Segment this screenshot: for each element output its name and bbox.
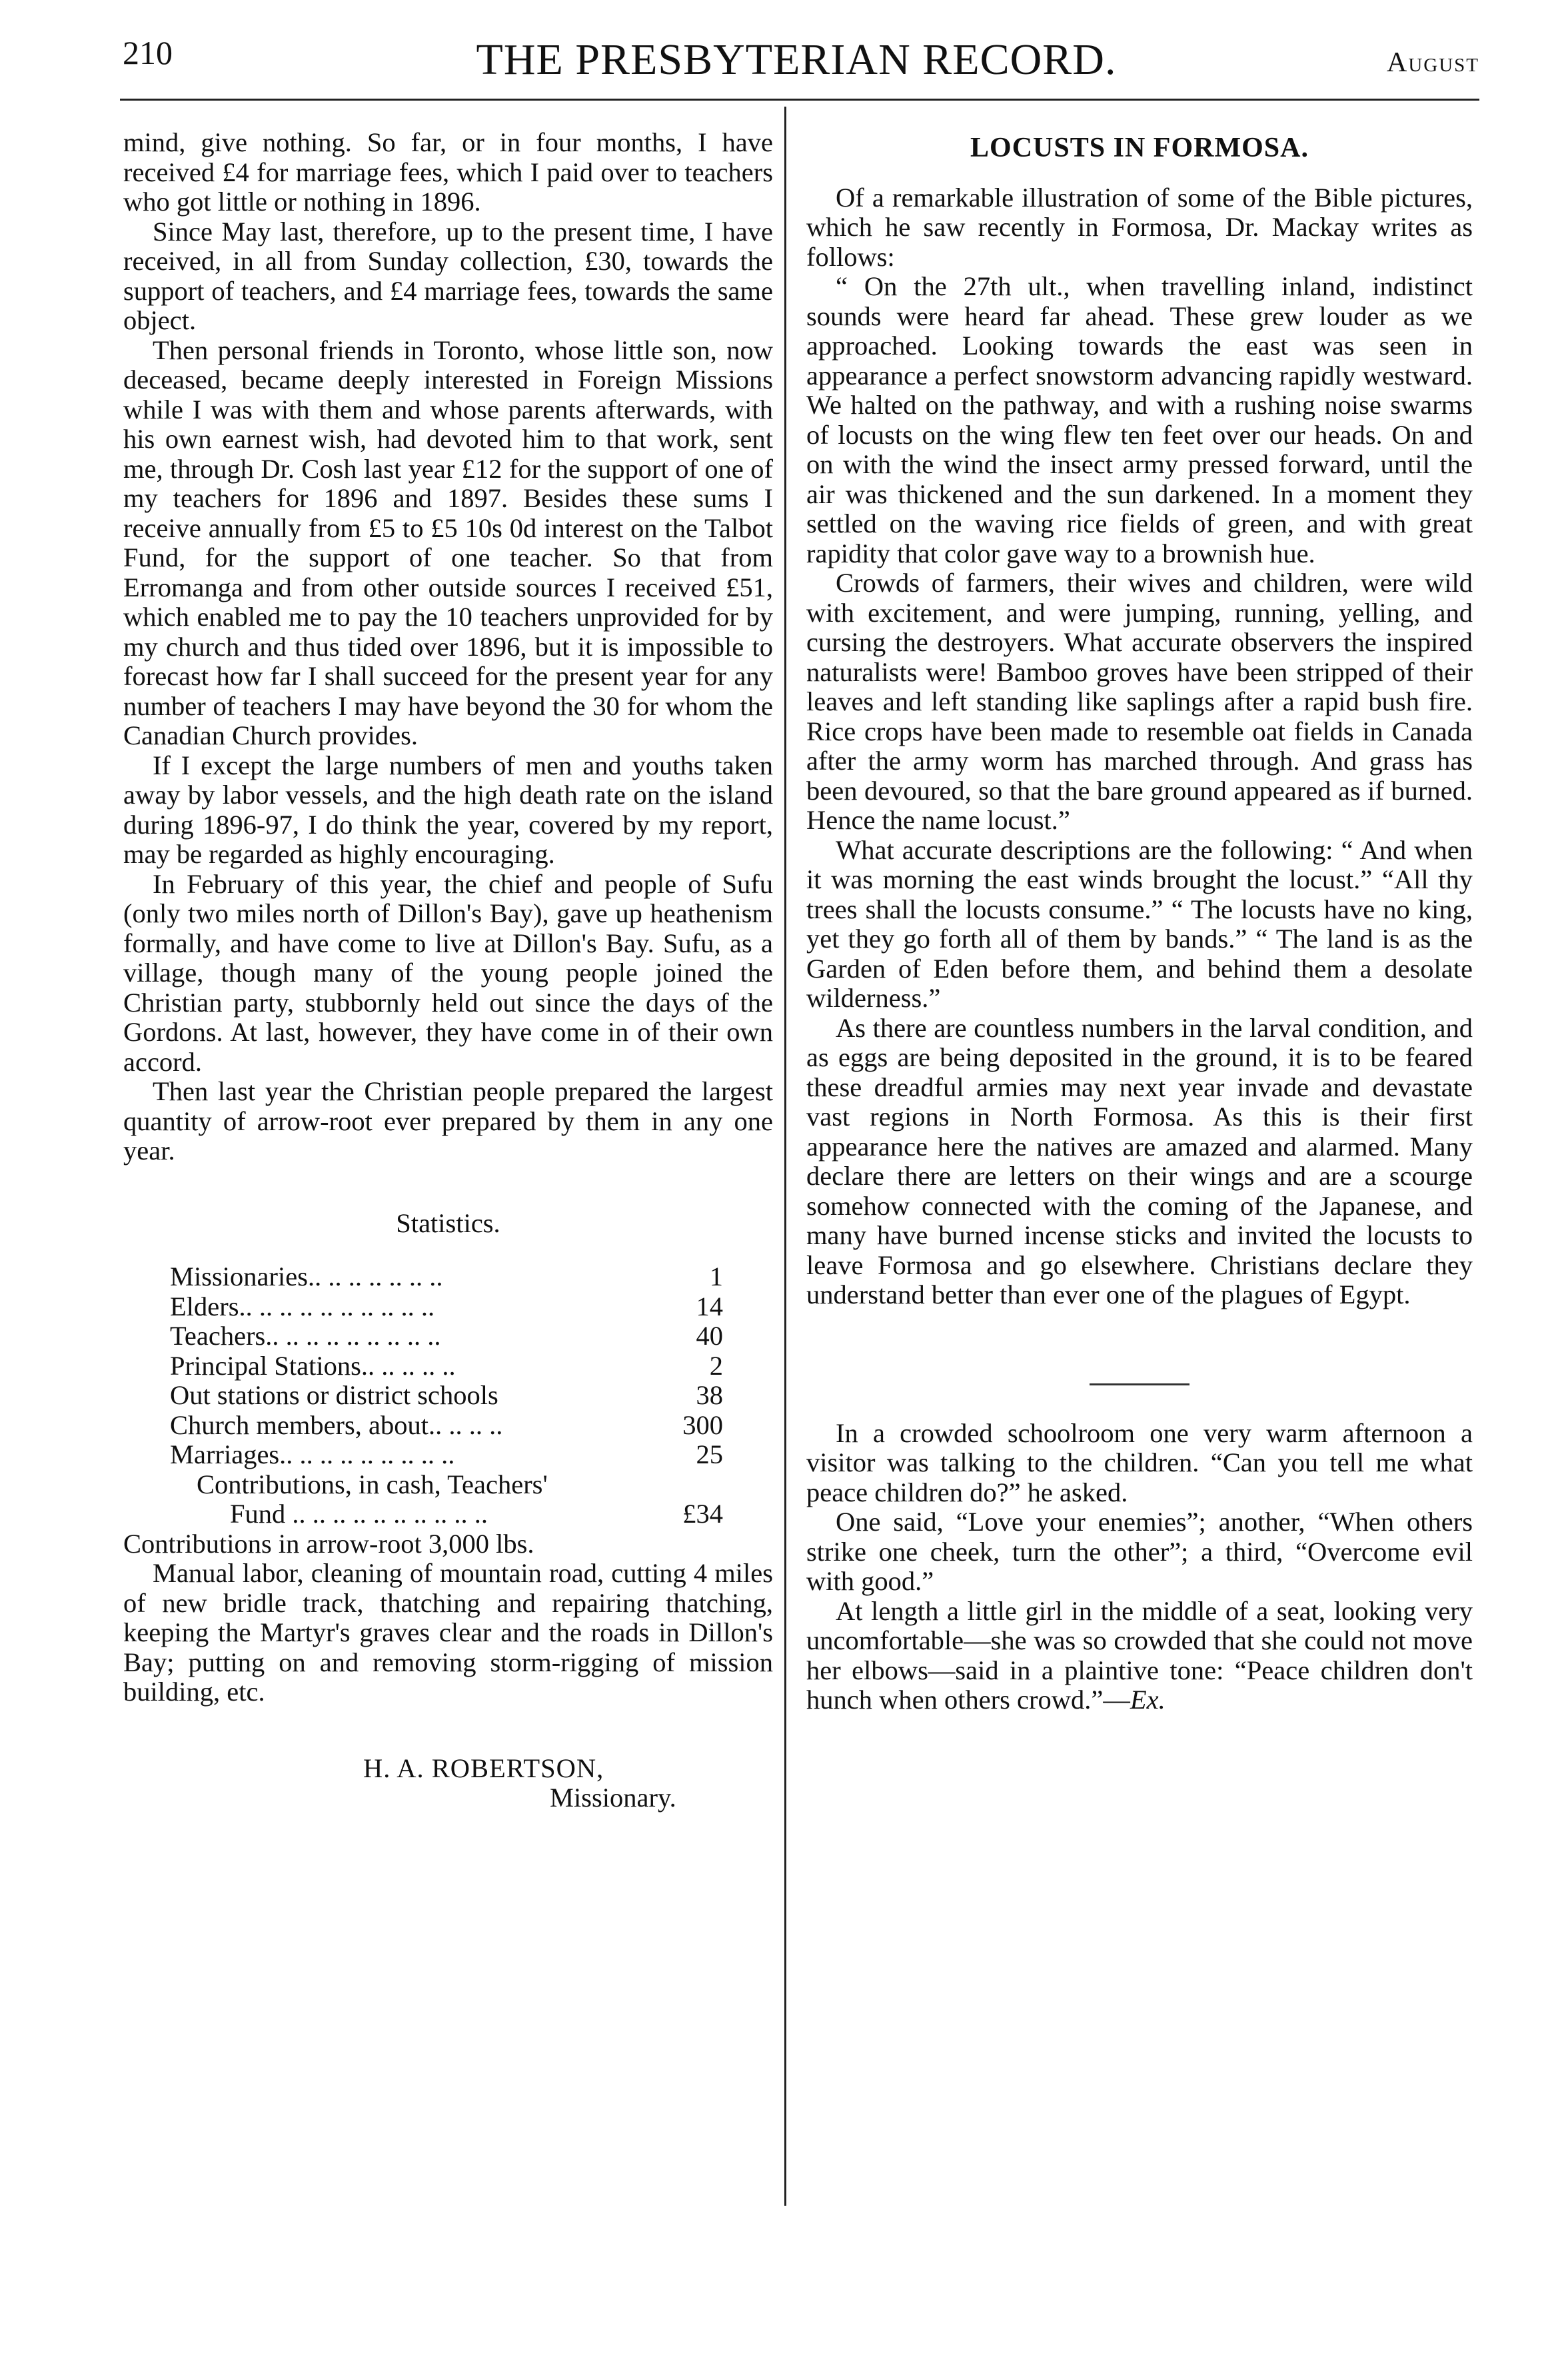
header-rule bbox=[120, 99, 1479, 101]
paragraph: “ On the 27th ult., when travelling inland, indistinct sounds were heard far ahead. These grew louder as we approached. Looking towards the east was seen in appearance a perfect snowstorm advancing rapidly westward. We halted on the pathway, and with a rushing noise swarms of locusts on the wing flew ten feet over our heads. On and on with the wind the insect army pressed forward, until the air was thickened and the sun darkened. In a moment they settled on the waving rice fields of green, and with great rapidity that color gave way to a brownish hue. bbox=[806, 271, 1473, 568]
left-column bbox=[123, 128, 773, 1813]
contributions-line: Contributions, in cash, Teachers' bbox=[197, 1469, 548, 1499]
stat-row bbox=[170, 1292, 723, 1322]
stat-label: Teachers.. .. .. .. .. .. .. .. .. bbox=[170, 1321, 441, 1351]
paragraph: Of a remarkable illustration of some of the Bible pictures, which he saw recently in Formosa, Dr. Mackay writes as follows: bbox=[806, 182, 1473, 272]
signature-name: H. A. ROBERTSON, bbox=[363, 1753, 604, 1783]
running-title: THE PRESBYTERIAN RECORD. bbox=[476, 35, 1117, 84]
paragraph: If I except the large numbers of men and youths taken away by labor vessels, and the high death rate on the island during 1896-97, I do think the year, covered by my report, may be regarded as highly encouraging. bbox=[123, 750, 773, 869]
paragraph: What accurate descriptions are the following: “ And when it was morning the east winds brought the locust.” “All thy trees shall the locusts consume.” “ The locusts have no king, yet they go forth all of them by bands.” “ The land is as the Garden of Eden before them, and behind them a desolate wilderness.” bbox=[806, 834, 1473, 1013]
paragraph: Manual labor, cleaning of mountain road, cutting 4 miles of new bridle track, thatching and repairing thatching, keeping the Martyr's graves clear and the roads in Dillon's Bay; putting on and removing storm-rigging of mission building, etc. bbox=[123, 1558, 773, 1707]
stat-label: Principal Stations.. .. .. .. .. bbox=[170, 1351, 456, 1381]
stat-value: 14 bbox=[696, 1291, 723, 1321]
paragraph: In a crowded schoolroom one very warm afternoon a visitor was talking to the children. “Can you tell me what peace children do?” he asked. bbox=[806, 1417, 1473, 1507]
issue-month: August bbox=[1386, 47, 1479, 78]
stat-row bbox=[170, 1440, 723, 1470]
stat-value: £34 bbox=[682, 1499, 723, 1529]
stat-value: 38 bbox=[696, 1380, 723, 1410]
column-divider bbox=[784, 107, 786, 2206]
arrowroot-line: Contributions in arrow-root 3,000 lbs. bbox=[123, 1528, 534, 1559]
paragraph: mind, give nothing. So far, or in four months, I have received £4 for marriage fees, which I paid over to teachers who got little or nothing in 1896. bbox=[123, 127, 773, 217]
section-divider bbox=[1090, 1383, 1189, 1385]
paragraph: Then last year the Christian people prepared the largest quantity of arrow-root ever prepared by them in any one year. bbox=[123, 1076, 773, 1166]
stat-value: 40 bbox=[696, 1321, 723, 1351]
paragraph: Since May last, therefore, up to the present time, I have received, in all from Sunday collection, £30, towards the support of teachers, and £4 marriage fees, towards the same object. bbox=[123, 216, 773, 335]
paragraph: One said, “Love your enemies”; another, “When others strike one cheek, turn the other”; a third, “Overcome evil with good.” bbox=[806, 1507, 1473, 1596]
page-header bbox=[113, 20, 1479, 87]
paragraph: As there are countless numbers in the larval condition, and as eggs are being deposited in the ground, it is to be feared these dreadful armies may next year invade and devastate vast regions in North Formosa. As this is their first appearance here the natives are amazed and alarmed. Many declare there are letters on their wings and are a scourge somehow connected with the coming of the Japanese, and many have burned incense sticks and invited the locusts to leave Formosa and go elsewhere. Christians declare they understand better than ever one of the plagues of Egypt. bbox=[806, 1012, 1473, 1309]
stat-row bbox=[170, 1351, 723, 1381]
stat-label: Missionaries.. .. .. .. .. .. .. bbox=[170, 1262, 443, 1291]
article-heading: LOCUSTS IN FORMOSA. bbox=[970, 133, 1309, 163]
stat-label: Out stations or district schools bbox=[170, 1381, 498, 1410]
paragraph: Then personal friends in Toronto, whose little son, now deceased, became deeply interested in Foreign Missions while I was with them and whose parents afterwards, with his own earnest wish, had devoted him to that work, sent me, through Dr. Cosh last year £12 for the support of one of my teachers for 1896 and 1897. Besides these sums I receive annually from £5 to £5 10s 0d interest on the Talbot Fund, for the support of one teacher. So that from Erromanga and from other outside sources I received £51, which enabled me to pay the 10 teachers unprovided for by my church and thus tided over 1896, but it is impossible to forecast how far I shall succeed for the present year for any number of teachers I may have beyond the 30 for whom the Canadian Church provides. bbox=[123, 335, 773, 750]
paragraph: In February of this year, the chief and people of Sufu (only two miles north of Dillon's Bay), gave up heathenism formally, and have come to live at Dillon's Bay. Sufu, as a village, though many of the young people joined the Christian party, stubbornly held out since the days of the Gordons. At last, however, they have come in of their own accord. bbox=[123, 868, 773, 1077]
stat-value: 1 bbox=[709, 1261, 723, 1291]
page-number: 210 bbox=[123, 34, 173, 71]
source-credit: Ex. bbox=[1130, 1685, 1166, 1715]
stat-row bbox=[170, 1321, 723, 1351]
stat-label: Church members, about.. .. .. .. bbox=[170, 1410, 503, 1440]
statistics-title: Statistics. bbox=[396, 1207, 500, 1238]
paragraph-text: At length a little girl in the middle of a seat, looking very uncomfortable—she was so crowded that she could not move her elbows—said in a plaintive tone: “Peace children don't hunch when others crowd.”— bbox=[806, 1595, 1473, 1715]
signature-role: Missionary. bbox=[550, 1783, 676, 1813]
paragraph: Crowds of farmers, their wives and children, were wild with excitement, and were jumping, running, yelling, and cursing the destroyers. What accurate observers the inspired naturalists were! Bamboo groves have been stripped of their leaves and left standing like saplings after a rapid bush fire. Rice crops have been made to resemble oat fields in Canada after the army worm has marched through. And grass has been devoured, so that the bare ground appeared as if burned. Hence the name locust.” bbox=[806, 568, 1473, 835]
statistics-table bbox=[170, 1262, 723, 1529]
stat-value: 2 bbox=[709, 1350, 723, 1381]
stat-value: 25 bbox=[696, 1439, 723, 1469]
stat-row bbox=[170, 1381, 723, 1411]
paragraph bbox=[806, 1597, 1473, 1715]
stat-value: 300 bbox=[682, 1409, 723, 1440]
stat-row bbox=[170, 1262, 723, 1292]
contributions-fund-row bbox=[170, 1499, 723, 1529]
stat-row bbox=[170, 1411, 723, 1441]
stat-label: Marriages.. .. .. .. .. .. .. .. .. bbox=[170, 1440, 455, 1469]
right-column bbox=[806, 128, 1473, 1715]
stat-label: Fund .. .. .. .. .. .. .. .. .. .. bbox=[230, 1499, 488, 1529]
stat-label: Elders.. .. .. .. .. .. .. .. .. .. bbox=[170, 1291, 435, 1321]
